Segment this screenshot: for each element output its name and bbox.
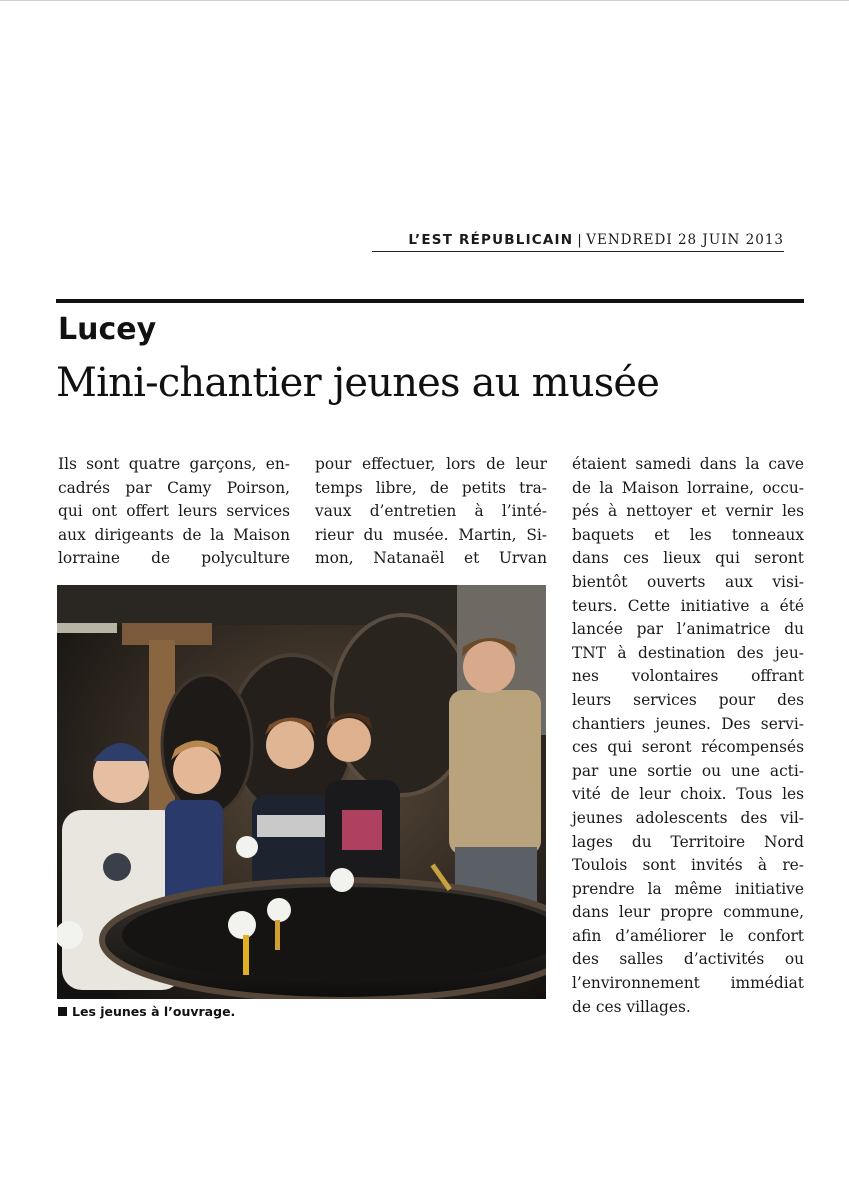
photo-caption — [58, 1004, 235, 1019]
top-border-line — [0, 0, 849, 1]
text-line: aux dirigeants de la Maison — [58, 525, 290, 544]
text-line: pour effectuer, lors de leur — [315, 455, 547, 473]
text-line: vaux d’entretien à l’inté- — [315, 502, 547, 521]
text-line: nes volontaires offrant — [572, 667, 804, 686]
text-line: lorraine de polyculture — [58, 549, 290, 568]
text-line: dans ces lieux qui seront — [572, 549, 804, 568]
text-line: prendre la même initiative — [572, 879, 804, 898]
article-column-2 — [315, 453, 547, 571]
publication-date: VENDREDI 28 JUIN 2013 — [586, 232, 784, 248]
text-line: bientôt ouverts aux visi- — [572, 572, 804, 591]
text-line: par une sortie ou une acti- — [572, 761, 804, 780]
text-line: vité de leur choix. Tous les — [572, 785, 804, 804]
text-line: TNT à destination des jeu- — [572, 643, 804, 662]
text-line: Ils sont quatre garçons, en- — [58, 455, 290, 473]
location-kicker: Lucey — [58, 312, 157, 347]
text-line: leurs services pour des — [572, 690, 804, 709]
text-line: qui ont offert leurs services — [58, 502, 290, 521]
text-line: l’environnement immédiat — [572, 974, 804, 993]
text-line: ces qui seront récompensés — [572, 738, 804, 757]
text-line: temps libre, de petits tra- — [315, 478, 547, 497]
masthead — [372, 232, 784, 252]
caption-text: Les jeunes à l’ouvrage. — [72, 1004, 236, 1019]
cellar-scene-illustration — [57, 585, 546, 999]
text-line: étaient samedi dans la cave — [572, 455, 804, 473]
text-line: chantiers jeunes. Des servi- — [572, 714, 804, 733]
section-rule — [56, 299, 804, 303]
newspaper-name: L’EST RÉPUBLICAIN — [408, 232, 574, 248]
text-line: afin d’améliorer le confort — [572, 926, 804, 945]
article-column-1 — [58, 453, 290, 571]
text-line: cadrés par Camy Poirson, — [58, 478, 290, 497]
text-line: pés à nettoyer et vernir les — [572, 502, 804, 521]
article-photo — [57, 585, 546, 999]
text-line: dans leur propre commune, — [572, 903, 804, 922]
text-line: des salles d’activités ou — [572, 950, 804, 969]
text-line: rieur du musée. Martin, Si- — [315, 525, 547, 544]
headline: Mini-chantier jeunes au musée — [56, 360, 660, 406]
text-line: baquets et les tonneaux — [572, 525, 804, 544]
article-column-3 — [572, 453, 804, 1019]
text-line: lages du Territoire Nord — [572, 832, 804, 851]
text-line: lancée par l’animatrice du — [572, 620, 804, 639]
text-line: de la Maison lorraine, occu- — [572, 478, 804, 497]
text-line: Toulois sont invités à re- — [572, 856, 804, 875]
text-line: jeunes adolescents des vil- — [572, 808, 804, 827]
text-line: mon, Natanaël et Urvan — [315, 549, 547, 568]
text-line: teurs. Cette initiative a été — [572, 596, 804, 615]
masthead-separator: | — [577, 232, 583, 248]
text-line: de ces villages. — [572, 997, 691, 1016]
caption-bullet-icon — [58, 1007, 67, 1016]
